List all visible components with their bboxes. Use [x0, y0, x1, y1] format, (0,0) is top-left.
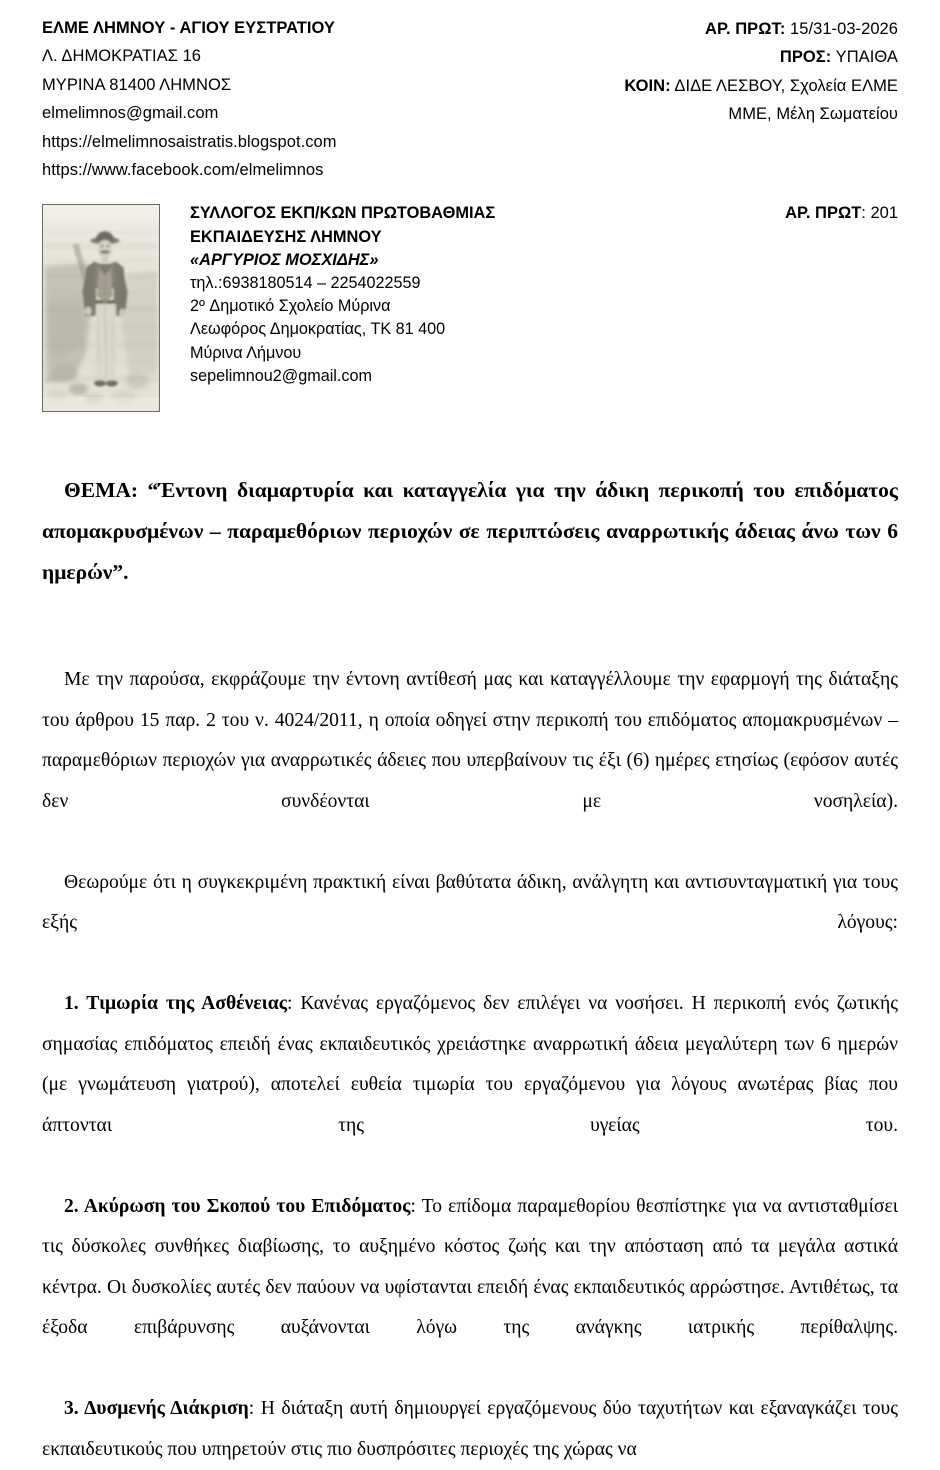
document-header [0, 0, 940, 184]
subject-label: ΘΕΜΑ: [64, 478, 139, 503]
org-city: Μύρινα Λήμνου [190, 343, 302, 362]
header-left-column [42, 14, 337, 184]
header-address-city: ΜΥΡΙΝΑ 81400 ΛΗΜΝΟΣ [42, 75, 232, 94]
paragraph-text: : Κανένας εργαζόμενος δεν επιλέγει να νοσήσει. Η περικοπή ενός ζωτικής σημασίας επιδόματος επειδή ένας εκπαιδευτικός χρειάστηκε αναρρωτική άδεια μεγαλύτερη των 6 ημερών (με γνωμάτευση γιατρού), αποτελεί ευθεία τιμωρία του εργαζόμενου για λόγους ανωτέρας βίας που άπτονται της υγείας του. [42, 993, 898, 1136]
body-paragraph-5 [42, 1389, 898, 1470]
subject-line [42, 470, 898, 634]
portrait-photo-graphic [43, 205, 159, 411]
header-recipient-value: ΥΠΑΙΘΑ [831, 48, 898, 67]
letterhead-protocol-number [785, 202, 898, 225]
header-address-street: Λ. ΔΗΜΟΚΡΑΤΙΑΣ 16 [42, 47, 202, 66]
paragraph-text: : Το επίδομα παραμεθορίου θεσπίστηκε για να αντισταθμίσει τις δύσκολες συνθήκες διαβίωσης, το αυξημένο κόστος ζωής και την απόσταση από τα μεγάλα αστικά κέντρα. Οι δυσκολίες αυτές δεν παύουν να υφίστανται επειδή ένας εκπαιδευτικός αρρώστησε. Αντιθέτως, τα έξοδα επιβάρυνσης αυξάνονται λόγω της ανάγκης ιατρικής περίθαλψης. [42, 1195, 898, 1339]
paragraph-text: Θεωρούμε ότι η συγκεκριμένη πρακτική είναι βαθύτατα άδικη, ανάλγητη και αντισυνταγματική για τους εξής λόγους: [42, 871, 898, 934]
header-email: elmelimnos@gmail.com [42, 104, 219, 123]
header-cc-continued: ΜΜΕ, Μέλη Σωματείου [728, 105, 898, 124]
org-name-line1: ΣΥΛΛΟΓΟΣ ΕΚΠ/ΚΩΝ ΠΡΩΤΟΒΑΘΜΙΑΣ [190, 204, 496, 223]
header-right-column [624, 14, 898, 129]
paragraph-lead: 3. Δυσμενής Διάκριση [64, 1398, 249, 1420]
header-facebook-url: https://www.facebook.com/elmelimnos [42, 161, 324, 180]
org-email: sepelimnou2@gmail.com [190, 366, 372, 385]
paragraph-text: Με την παρούσα, εκφράζουμε την έντονη αντίθεσή μας και καταγγέλλουμε την εφαρμογή της διάταξης του άρθρου 15 παρ. 2 του ν. 4024/2011, η οποία οδηγεί στην περικοπή του επιδόματος απομακρυσμένων – παραμεθόριων περιοχών για αναρρωτικές άδειες που υπερβαίνουν τις έξι (6) ημέρες ετησίως (εφόσον αυτές δεν συνδέονται με νοσηλεία). [42, 669, 898, 812]
header-cc [624, 72, 898, 100]
org-name-quoted: «ΑΡΓΥΡΙΟΣ ΜΟΣΧΙΔΗΣ» [190, 250, 379, 269]
org-address: Λεωφόρος Δημοκρατίας, ΤΚ 81 400 [190, 320, 446, 339]
header-cc-value: ΔΙΔΕ ΛΕΣΒΟΥ, Σχολεία ΕΛΜΕ [670, 76, 898, 95]
paragraph-text: : Η διάταξη αυτή δημιουργεί εργαζόμενους δύο ταχυτήτων και εξαναγκάζει τους εκπαιδευτικούς που υπηρετούν στις πιο δυσπρόσιτες περιοχές της χώρας να [42, 1398, 898, 1460]
portrait-photo [42, 204, 160, 412]
document-body [42, 660, 898, 1470]
header-blog-url: https://elmelimnosaistratis.blogspot.com [42, 132, 337, 151]
body-paragraph-4 [42, 1187, 898, 1390]
paragraph-lead: 1. Τιμωρία της Ασθένειας [64, 993, 287, 1015]
header-protocol-value: 15/31-03-2026 [785, 20, 898, 38]
header-recipient [624, 43, 898, 71]
org-phone: τηλ.:6938180514 – 2254022559 [190, 274, 421, 293]
header-protocol-number [624, 15, 898, 43]
paragraph-lead: 2. Ακύρωση του Σκοπού του Επιδόματος [64, 1195, 411, 1217]
header-org-name: ΕΛΜΕ ΛΗΜΝΟΥ - ΑΓΙΟΥ ΕΥΣΤΡΑΤΙΟΥ [42, 19, 335, 37]
org-school: 2º Δημοτικό Σχολείο Μύρινα [190, 297, 391, 316]
body-paragraph-1 [42, 660, 898, 863]
header-cc-label: ΚΟΙΝ: [624, 76, 671, 95]
header-recipient-label: ΠΡΟΣ: [779, 48, 832, 67]
body-paragraph-2 [42, 863, 898, 985]
header-protocol-label: ΑΡ. ΠΡΩΤ: [705, 20, 786, 38]
body-paragraph-3 [42, 984, 898, 1187]
org-name-line2: ΕΚΠΑΙΔΕΥΣΗΣ ΛΗΜΝΟΥ [190, 227, 382, 246]
subject-text: “Έντονη διαμαρτυρία και καταγγελία για την άδικη περικοπή του επιδόματος απομακρυσμένων – παραμεθόριων περιοχών σε περιπτώσεις αναρρωτικής άδειας άνω των 6 ημερών”. [42, 478, 898, 585]
letterhead-block [0, 184, 940, 412]
organization-details [160, 200, 898, 388]
letterhead-protocol-label: ΑΡ. ΠΡΩΤ [785, 204, 862, 223]
letterhead-protocol-value: : 201 [861, 204, 898, 223]
